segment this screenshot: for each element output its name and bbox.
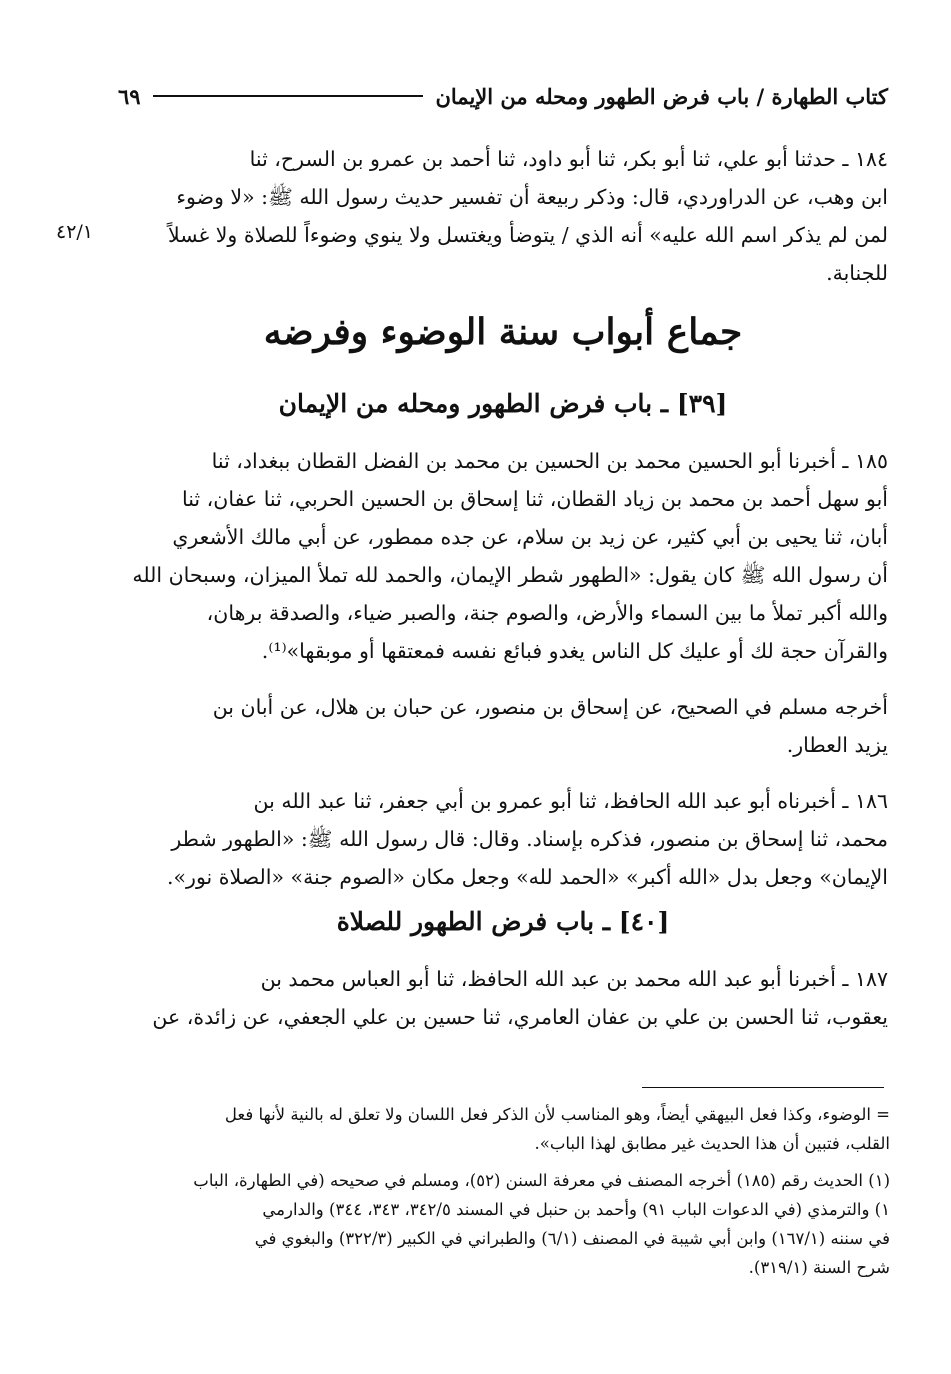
hadith-185-line: ١٨٥ ـ أخبرنا أبو الحسين محمد بن الحسين بن محمد بن الفضل القطان ببغداد، ثنا [211,449,888,473]
hadith-187-line: يعقوب، ثنا الحسن بن علي بن عفان العامري، ثنا حسين بن علي الجعفي، عن زائدة، عن [152,1005,888,1029]
footnote-line: (١) الحديث رقم (١٨٥) أخرجه المصنف في معرفة السنن (٥٢)، ومسلم في صحيحه (في الطهارة، الباب [193,1171,890,1190]
hadith-185-line: أبو سهل أحمد بن محمد بن زياد القطان، ثنا إسحاق بن الحسين الحربي، ثنا عفان، ثنا [182,487,888,511]
footnote-line: القلب، فتبين أن هذا الحديث غير مطابق لهذا الباب». [534,1134,890,1153]
hadith-186-line: محمد، ثنا إسحاق بن منصور، فذكره بإسناد. وقال: قال رسول الله ﷺ: «الطهور شطر [171,827,888,851]
page-number: ٦٩ [118,83,141,109]
header-title: كتاب الطهارة / باب فرض الطهور ومحله من الإيمان [435,83,888,109]
running-header [118,78,888,114]
hadith-184-line: للجنابة. [826,261,888,285]
hadith-185 [118,442,888,670]
hadith-185-line: أن رسول الله ﷺ كان يقول: «الطهور شطر الإيمان، والحمد لله تملأ الميزان، وسبحان الله [132,563,888,587]
margin-page-reference: ٤٢/١ [56,221,94,243]
chapter-39-heading: [٣٩] ـ باب فرض الطهور ومحله من الإيمان [278,389,728,418]
hadith-184 [118,140,888,292]
hadith-186 [118,782,888,896]
header-rule [153,95,424,97]
footnote-separator [642,1087,884,1088]
hadith-187 [118,960,888,1036]
hadith-184-line: ابن وهب، عن الدراوردي، قال: وذكر ربيعة أن تفسير حديث رسول الله ﷺ: «لا وضوء [176,185,888,209]
hadith-186-line: ١٨٦ ـ أخبرناه أبو عبد الله الحافظ، ثنا أبو عمرو بن أبي جعفر، ثنا عبد الله بن [253,789,888,813]
chapter-40-heading: [٤٠] ـ باب فرض الطهور للصلاة [336,907,670,936]
footnote-line: ١) والترمذي (في الدعوات الباب ٩١) وأحمد بن حنبل في المسند ٣٤٢/٥، ٣٤٣، ٣٤٤) والدارمي [262,1200,890,1219]
footnote-continuation [118,1100,890,1158]
footnote-line: شرح السنة (٣١٩/١). [748,1258,890,1277]
hadith-186-line: الإيمان» وجعل بدل «الله أكبر» «الحمد لله» وجعل مكان «الصوم جنة» «الصلاة نور». [167,865,888,889]
hadith-185-line: والله أكبر تملأ ما بين السماء والأرض، والصوم جنة، والصبر ضياء، والصدقة برهان، [206,601,888,625]
takhrij-line: أخرجه مسلم في الصحيح، عن إسحاق بن منصور، عن حبان بن هلال، عن أبان بن [212,695,888,719]
main-title: جماع أبواب سنة الوضوء وفرضه [263,311,743,353]
takhrij-line: يزيد العطار. [786,733,888,757]
takhrij-185 [118,688,888,764]
hadith-185-line: والقرآن حجة لك أو عليك كل الناس يغدو فبائع نفسه فمعتقها أو موبقها»⁽¹⁾. [261,639,888,663]
hadith-187-line: ١٨٧ ـ أخبرنا أبو عبد الله محمد بن عبد الله الحافظ، ثنا أبو العباس محمد بن [260,967,888,991]
hadith-184-line: ١٨٤ ـ حدثنا أبو علي، ثنا أبو بكر، ثنا أبو داود، ثنا أحمد بن عمرو بن السرح، ثنا [249,147,888,171]
footnote-1 [118,1166,890,1282]
hadith-185-line: أبان، ثنا يحيى بن أبي كثير، عن زيد بن سلام، عن جده ممطور، عن أبي مالك الأشعري [172,525,888,549]
footnote-line: في سننه (١٦٧/١) وابن أبي شيبة في المصنف (٦/١) والطبراني في الكبير (٣٢٢/٣) والبغوي في [254,1229,890,1248]
footnote-line: = الوضوء، وكذا فعل البيهقي أيضاً، وهو المناسب لأن الذكر فعل اللسان ولا تعلق له بالنية لأنها فعل [224,1105,890,1124]
hadith-184-line: لمن لم يذكر اسم الله عليه» أنه الذي / يتوضأ ويغتسل ولا ينوي وضوءاً للصلاة ولا غسلاً [167,223,888,247]
